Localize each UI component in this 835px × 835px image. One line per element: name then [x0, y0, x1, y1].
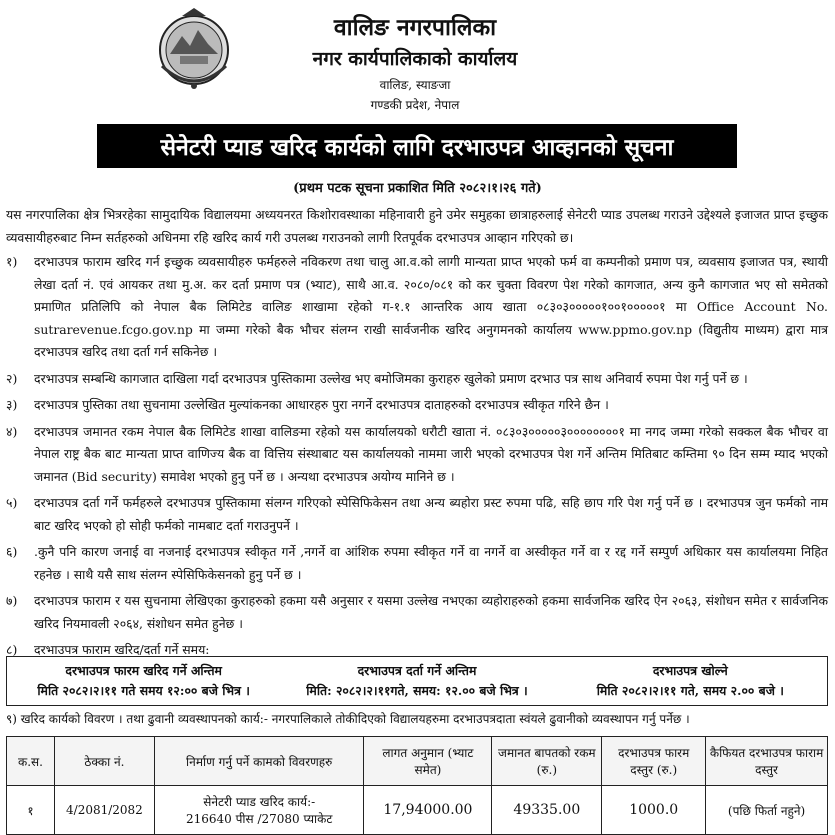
clause-text: दरभाउपत्र सम्बन्धि कागजात दाखिला गर्दा दरभाउपत्र पुस्तिकामा उल्लेख भए बमोजिमका कुराहरु खुलेको प्रमाण दरभाउ पत्र साथ अनिवार्य रुपमा पेश गर्नु पर्ने छ ।	[34, 370, 748, 386]
address-line-1: वालिङ, स्याङजा	[379, 78, 451, 92]
cell-description-line2: 216640 पीस /27080 प्याकेट	[185, 812, 333, 826]
notice-title: सेनेटरी प्याड खरिद कार्यको लागि दरभाउपत्र आव्हानको सूचना	[97, 124, 737, 168]
clause-item	[6, 421, 828, 489]
clause-text: .कुनै पनि कारण जनाई वा नजनाई दरभाउपत्र स्वीकृत गर्ने ,नगर्ने वा आंशिक रुपमा स्वीकृत गर्ने वा नगर्ने वा अस्वीकृत गर्ने वा र रद्द गर्ने सम्पुर्ण अधिकार यस कार्यालयमा निहित रहनेछ । साथै यसै साथ संलग्न स्पेसिफिकेसनको हुनु पर्ने छ ।	[34, 544, 828, 582]
col-description: निर्माण गर्नु पर्ने कामको विवरणहरु	[154, 737, 364, 786]
clause-number: ६)	[6, 544, 18, 559]
intro-paragraph: यस नगरपालिका क्षेत्र भित्ररहेका सामुदायिक विद्यालयमा अध्ययनरत किशोरावस्थाका महिनावारी हुने उमेर समुहका छात्राहरुलाई सेनेटरी प्याड उपलब्ध गराउने उद्देश्यले इजाजत प्राप्त इच्छुक व्यवसायीहरुबाट निम्न सर्तहरुको अधिनमा रहि खरिद कार्य गरी उपलब्ध गराउनको लागी रितपूर्वक दरभाउपत्र आव्हान गरिएको छ।	[6, 207, 828, 245]
clause-text: दरभाउपत्र फाराम खरिद गर्न इच्छुक व्यवसायीहरु फर्महरुले नविकरण तथा चालु आ.व.को लागी मान्यता प्राप्त भएको फर्म वा कम्पनीको प्रमाण पत्र, व्यवसाय इजाजत पत्र, स्थायी लेखा दर्ता नं. एवं आयकर तथा मु.अ. कर दर्ता प्रमाण पत्र (भ्याट), साथै आ.व. २०८०/०८१ को कर चुक्ता विवरण पेश गरेको कागजात, अन्य कुनै कागजात भए सो समेतको प्रमाणित प्रतिलिपि को नेपाल बैक लिमिटेड वालिङ शाखामा रहेको ग-१.१ आन्तरिक आय खाता ०८३०३०००००१००१०००००१ मा Office Account No. sutrarevenue.fcgo.gov.np मा जम्मा गरेको बैक भौचर संलग्न राखी सार्वजनीक खरिद अनुगमनको कार्यालय www.ppmo.gov.np (विद्युतीय माध्यम) द्वारा मात्र दरभाउपत्र खरिद तथा दर्ता गर्न सकिनेछ ।	[34, 254, 828, 359]
clause-number: ७)	[6, 593, 18, 608]
deadline-purchase-label: दरभाउपत्र फारम खरिद गर्ने अन्तिम	[65, 663, 222, 678]
cell-form-fee: 1000.0	[602, 786, 706, 835]
deadline-purchase	[7, 657, 280, 705]
clause-item	[6, 368, 828, 391]
letterhead	[0, 0, 835, 120]
deadline-registration-label: दरभाउपत्र दर्ता गर्ने अन्तिम	[357, 663, 477, 678]
col-contract-no: ठेक्का नं.	[54, 737, 154, 786]
clause-list	[6, 251, 828, 662]
table-header-row	[7, 737, 828, 786]
clause-item	[6, 590, 828, 635]
deadline-opening-date: मिति २०८२।२।११ गते, समय २.०० बजे ।	[596, 683, 784, 698]
clause-item	[6, 251, 828, 364]
notice-body	[6, 204, 828, 666]
clause-text: दरभाउपत्र पुस्तिका तथा सुचनामा उल्लेखित मुल्यांकनका आधारहरु पुरा नगर्ने दरभाउपत्र दाताहरुको दरभाउपत्र स्वीकृत गरिने छैन ।	[34, 397, 609, 412]
cell-serial: १	[7, 786, 55, 835]
cell-description	[154, 786, 364, 835]
clause-number: १)	[6, 254, 18, 269]
clause-number: २)	[6, 370, 18, 386]
clause-number: ८)	[6, 642, 18, 657]
clause-text: दरभाउपत्र जमानत रकम नेपाल बैक लिमिटेड शाखा वालिङमा रहेको यस कार्यालयको धरौटी खाता नं. ०८३०३०००००३००००००००१ मा नगद जम्मा गरेको सक्कल बैक भौचर वा नेपाल राष्ट्र बैक बाट मान्यता प्राप्त वाणिज्य बैक वा वित्तिय संस्थाबाट यस कार्यालयको नाममा जारी भएको दरभाउपत्र पेश गर्ने अन्तिम मितिबाट कम्तिमा ९० दिन सम्म म्याद भएको जमानत (Bid security) समावेश भएको हुनु पर्ने छ । अन्यथा दरभाउपत्र अयोग्य मानिने छ ।	[34, 423, 828, 484]
cell-contract-no: 4/2081/2082	[54, 786, 154, 835]
office-name: नगर कार्यपालिकाको कार्यालय	[312, 48, 518, 70]
col-form-fee: दरभाउपत्र फारम दस्तुर (रु.)	[602, 737, 706, 786]
table-note: ९) खरिद कार्यको विवरण । तथा ढुवानी व्यवस्थापनको कार्य:- नगरपालिकाले तोकीदिएको विद्यालयहरुमा दरभाउपत्रदाता स्वंयले ढुवानीको व्यवस्थापन गर्नु पर्नेछ ।	[6, 712, 690, 726]
procurement-table	[6, 736, 828, 835]
clause-text: दरभाउपत्र दर्ता गर्ने फर्महरुले दरभाउपत्र पुस्तिकामा संलग्न गरिएको स्पेसिफिकेसन तथा अन्य ब्यहोरा प्रस्ट रुपमा पढि, सहि छाप गरि पेश गर्नु पर्ने छ । दरभाउपत्र जुन फर्मको नाम बाट खरिद भएको हो सोही फर्मको नामबाट दर्ता गराउनुपर्ने ।	[34, 495, 828, 533]
col-cost-estimate: लागत अनुमान (भ्याट समेत)	[364, 737, 492, 786]
address-line-2: गण्डकी प्रदेश, नेपाल	[370, 98, 460, 112]
organization-name: वालिङ नगरपालिका	[333, 14, 497, 41]
publication-date: (प्रथम पटक सूचना प्रकाशित मिति २०८२।१।२६ गते)	[293, 181, 542, 196]
deadline-purchase-date: मिति २०८२।२।११ गते समय १२:०० बजे भित्र ।	[37, 683, 250, 698]
clause-text: दरभाउपत्र फाराम र यस सुचनामा लेखिएका कुराहरुको हकमा यसै अनुसार र यसमा उल्लेख नभएका व्यहोराहरुको हकमा सार्वजनिक खरिद ऐन २०६३, संशोधन समेत र सार्वजनिक खरिद नियमावली २०६४, संशोधन समेत हुनेछ ।	[34, 593, 828, 631]
clause-number: ४)	[6, 423, 18, 439]
col-bid-security: जमानत बापतको रकम (रु.)	[492, 737, 602, 786]
deadline-box	[6, 656, 828, 706]
nepal-emblem-icon	[152, 6, 236, 90]
col-serial: क.स.	[7, 737, 55, 786]
cell-description-line1: सेनेटरी प्याड खरिद कार्य:-	[203, 795, 316, 809]
clause-number: ३)	[6, 397, 18, 412]
cell-bid-security: 49335.00	[492, 786, 602, 835]
clause-text: दरभाउपत्र फाराम खरिद/दर्ता गर्ने समय:	[34, 642, 210, 657]
clause-number: ५)	[6, 495, 18, 510]
deadline-opening	[554, 657, 827, 705]
cell-remarks: (पछि फिर्ता नहुने)	[706, 786, 828, 835]
cell-cost-estimate: 17,94000.00	[364, 786, 492, 835]
deadline-registration-date: मिति: २०८२।२।११गते, समय: १२.०० बजे भित्र ।	[306, 683, 528, 698]
clause-item	[6, 394, 828, 417]
clause-item	[6, 541, 828, 586]
table-row	[7, 786, 828, 835]
deadline-opening-label: दरभाउपत्र खोल्ने	[652, 663, 728, 678]
clause-item	[6, 492, 828, 537]
col-remarks: कैफियत दरभाउपत्र फाराम दस्तुर	[706, 737, 828, 786]
deadline-registration	[280, 657, 553, 705]
